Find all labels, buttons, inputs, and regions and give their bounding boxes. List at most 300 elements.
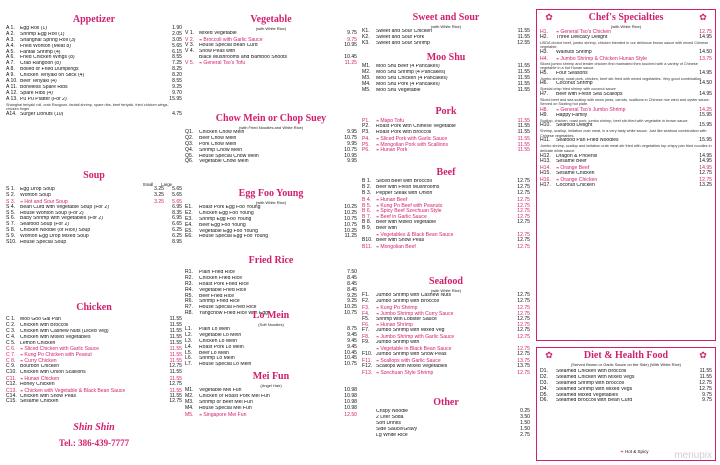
item-price: 10.75 (344, 134, 357, 141)
item-code: F1. (362, 292, 370, 298)
item-code: C 1. (6, 316, 16, 322)
item-name-text: Seafood Delight (556, 123, 593, 129)
item-name-text: Sweet and Sour Pork (376, 34, 425, 40)
item-name-text: Mongolian Beef (380, 243, 416, 250)
item-code: B 3. (362, 189, 372, 196)
item-name-text: Shrimp with Lobster Sauce (376, 316, 437, 322)
item-price: 11.55 (169, 316, 182, 322)
item-name-text: Baby Shrimp with Vegetables (For 2) (20, 216, 103, 222)
item-name-text: House Special Egg Foo Young (199, 234, 269, 240)
item-name-text: Pork Chow Mein (199, 141, 237, 147)
item-price: 11.55 (169, 375, 182, 382)
item-name-text: Chicken Chow Mein (199, 130, 245, 135)
item-name-text: Boiled or Fried Dumplings (20, 67, 79, 73)
item-price: 11.55 (699, 373, 712, 380)
pepper-icon: ❧ (376, 141, 380, 147)
item-code: D6. (540, 397, 548, 404)
item-code: S 6. (6, 215, 16, 222)
item-code: A 9. (6, 72, 15, 79)
item-name-text: Egg Roll (1) (20, 26, 47, 31)
vegetable-list (185, 31, 357, 66)
item-price: 12.75 (517, 232, 530, 239)
item-code: P5. (362, 141, 370, 148)
item-code: K2. (362, 33, 370, 40)
item-code: A 3. (6, 36, 15, 43)
item-price: 8.45 (347, 286, 357, 293)
item-price: 12.75 (517, 304, 530, 311)
item-name-text: Vegetable Fried Rice (199, 287, 247, 293)
item-code: B11. (362, 243, 373, 250)
menu-item[interactable] (362, 147, 530, 153)
item-code: A 2. (6, 30, 15, 37)
item-code: F11. (362, 357, 372, 364)
item-code: H2. (540, 33, 548, 40)
item-code: H13. (540, 158, 551, 165)
item-code: C 7. (6, 352, 16, 359)
pepper-icon: ❧ (376, 304, 380, 310)
item-price-large: 6.95 (172, 215, 182, 222)
pepper-icon: ❧ (376, 147, 380, 153)
item-name-text: Chicken with Vegetable & Black Bean Sauce (24, 387, 126, 394)
vegetable-section (185, 14, 357, 66)
menu-item[interactable] (540, 35, 712, 41)
item-name-text: House Special Lo Mein (199, 362, 252, 368)
menu-item[interactable] (6, 112, 182, 118)
item-name-text: Seafood Soup (For 2) (20, 222, 69, 228)
item-code: H5. (540, 69, 548, 76)
item-name-text: Beef in Garlic Sauce (380, 214, 427, 221)
item-name-text: Jumbo Shrimp with Broccoli (376, 298, 439, 304)
item-name-text: Fried Wonton (Meat 8) (20, 43, 71, 49)
item-price: 10.75 (344, 310, 357, 317)
item-name-text: Vegetable Egg Foo Young (199, 228, 258, 234)
item-name-text: Curry Chicken (24, 358, 57, 365)
sweetsour-title: Sweet and Sour (412, 12, 480, 23)
menu-item[interactable] (6, 399, 182, 405)
item-name (376, 41, 515, 47)
item-name-text: Spare Ribs (4) (20, 90, 53, 96)
item-code: R1. (185, 269, 193, 275)
item-code: H10. (540, 122, 551, 129)
item-name-text: Snow Peas with (199, 48, 236, 54)
item-price: 3.05 (172, 36, 182, 43)
item-code: B 1. (362, 178, 372, 184)
chowmein-section (185, 113, 357, 165)
item-code: H15. (540, 170, 551, 177)
item-name-text: Soft Drinks (376, 420, 401, 426)
seafood-title: Seafood (429, 276, 463, 287)
item-name-text: House Special Mei Fun (199, 405, 252, 411)
item-name-text: Shrimp Egg Roll (1) (20, 31, 65, 37)
item-code: L5. (185, 349, 193, 356)
item-price: 11.55 (517, 141, 530, 148)
chef-title: Chef's Specialties (588, 12, 664, 23)
item-price: 9.25 (347, 298, 357, 305)
pepper-icon: ❧ (20, 358, 24, 364)
item-code: C10. (6, 369, 17, 376)
item-name (376, 433, 518, 439)
item-name-text: Moo Shu Vegetable (376, 87, 421, 93)
menu-item[interactable] (6, 240, 182, 246)
item-name-text: Steamed Mixed Vegetables (556, 392, 619, 398)
item-price: 9.25 (347, 292, 357, 299)
item-price: 11.55 (517, 147, 530, 154)
menu-item[interactable] (362, 41, 530, 47)
item-price: 12.75 (517, 334, 530, 341)
appetizer-title: Appetizer (72, 14, 116, 25)
item-name-text: Roast Pork with Chinese Vegetable (376, 123, 456, 129)
item-name-text: House Special Fried Rice (199, 305, 257, 311)
item-code: C 2. (6, 321, 16, 328)
menu-item[interactable] (362, 433, 530, 439)
pepper-icon: ❧ (199, 411, 203, 417)
seafood-section (362, 276, 530, 375)
item-name-text: Scallops with Mixed Vegetables (376, 363, 448, 369)
menu-item[interactable] (185, 234, 357, 240)
other-title: Other (433, 397, 459, 408)
item-code: A 12. (6, 89, 18, 96)
item-code: L1. (185, 326, 193, 332)
soup-title: Soup (83, 170, 105, 181)
item-price: 11.25 (344, 233, 357, 240)
diet-title: Diet & Health Food (583, 350, 669, 361)
item-code: L3. (185, 337, 193, 344)
item-code: B 6. (362, 208, 372, 215)
item-price: 10.25 (344, 209, 357, 216)
item-code: D4. (540, 385, 548, 392)
sweetsour-list (362, 29, 530, 47)
menu-item[interactable] (185, 362, 357, 368)
item-name-text: Black Mushrooms and Bamboo Shoots (199, 54, 288, 60)
lomein-note: (Soft Noodles) (258, 322, 284, 327)
menu-item[interactable] (185, 60, 357, 66)
restaurant-phone[interactable]: Tel.: 386-439-7777 (58, 438, 130, 448)
menu-item[interactable] (185, 412, 357, 418)
item-code: H12. (540, 152, 551, 159)
meifun-title: Mei Fun (252, 371, 290, 382)
item-price: 12.75 (169, 363, 182, 370)
item-price: 11.25 (344, 60, 357, 67)
platter-description: Shanghai teriyaki roll, crab Rangoon, fantail shrimp, spare ribs, beef teriyaki, fried chicken wings, chicken finger (6, 102, 169, 112)
item-price: 12.75 (699, 379, 712, 386)
item-name-text: Vegetable in Black Bean Sauce (380, 346, 452, 353)
menu-item[interactable] (540, 113, 712, 119)
item-code: H3. (540, 48, 548, 55)
item-code: A 11. (6, 83, 18, 90)
item-price: 11.55 (517, 68, 530, 75)
item-price: 14.95 (699, 158, 712, 165)
item-code: S 3. (6, 198, 16, 205)
item-name-text: Side Sauce/Gravy (376, 426, 418, 432)
item-price: 12.75 (699, 177, 712, 184)
item-name (376, 370, 515, 377)
item-price: 10.25 (344, 227, 357, 234)
item-price: 11.55 (169, 352, 182, 359)
pepper-icon: ❧ (376, 346, 380, 352)
item-name-text: Chicken Noodle (or Rice) Soup (20, 228, 91, 234)
item-code: C 3. (6, 327, 16, 334)
item-price: 11.55 (169, 358, 182, 365)
item-name-text: Steamed Chicken with Broccoli (556, 369, 627, 374)
item-price: 11.55 (169, 369, 182, 376)
meifun-list (185, 388, 357, 417)
item-name-text: Happy Family (556, 112, 588, 118)
item-code: A 10. (6, 78, 18, 85)
item-name-text: General Tso's Chicken (560, 29, 612, 35)
menu-item[interactable] (540, 398, 712, 404)
item-description: Jumbo shrimp, scallop and imitation crab meat stir fried with vegetables top crispy pan fried noodles in delicate white sauce. (540, 144, 712, 153)
item-code: R2. (185, 274, 193, 281)
item-name-text: Chicken Lo Mein (199, 338, 237, 344)
item-price: 11.55 (169, 339, 182, 346)
pepper-icon: ❧ (376, 202, 380, 208)
item-price: 12.75 (517, 322, 530, 329)
meifun-section (185, 371, 357, 417)
item-code: C15. (6, 398, 17, 405)
item-code: S 1. (6, 186, 16, 192)
item-code: C14. (6, 392, 17, 399)
item-price: 12.75 (517, 236, 530, 243)
item-name-text: Vegetable Mei Fun (199, 388, 242, 393)
item-price: 1.90 (172, 25, 182, 31)
item-code: F4. (362, 310, 370, 317)
item-name-text: Fantail Shrimp (4) (20, 49, 61, 55)
item-price: 12.55 (517, 39, 530, 46)
item-code: P1. (362, 118, 370, 124)
item-name-text: Shanghai Spring Roll (3) (20, 37, 76, 43)
item-code: E3. (185, 215, 193, 222)
item-code: Q4. (185, 146, 194, 153)
menu-item[interactable] (362, 244, 530, 250)
item-price: 12.75 (517, 183, 530, 190)
eggfoo-section (185, 188, 357, 240)
friedrice-title: Fried Rice (248, 255, 294, 266)
lomein-section (185, 310, 357, 368)
item-price: 14.50 (699, 80, 712, 87)
lomein-list (185, 327, 357, 368)
item-code: Q1. (185, 129, 194, 135)
item-code: R8. (185, 310, 193, 317)
item-code: S 4. (6, 203, 16, 210)
chef-section (540, 12, 712, 189)
beef-title: Beef (436, 167, 456, 178)
pepper-icon: ❧ (556, 165, 560, 171)
item-price-large: 6.65 (172, 221, 182, 228)
menu-item[interactable] (362, 370, 530, 376)
item-code: V 4. (185, 47, 195, 54)
pepper-icon: ❧ (376, 322, 380, 328)
menu-item[interactable] (6, 97, 182, 103)
pork-section (362, 106, 530, 153)
item-name-text: Moo Goo Gai Pan (20, 317, 61, 322)
item-price: 14.95 (699, 33, 712, 40)
chicken-title: Chicken (76, 302, 112, 313)
mooshu-list (362, 64, 530, 93)
item-price: 10.45 (344, 349, 357, 356)
item-name-text: Moo Shu Beef (4 Pancakes) (376, 64, 440, 69)
item-code: A 5. (6, 48, 15, 55)
item-name-text: Sliced Pork with Garlic Sauce (380, 135, 448, 142)
item-code: H14. (540, 165, 551, 172)
item-name-text: Chicken or Roast Pork Mei Fun (199, 393, 270, 399)
item-name-text: Shrimp Chow Mein (199, 147, 243, 153)
chicken-list (6, 317, 182, 405)
item-code: F8. (362, 334, 370, 341)
item-code: H9. (540, 111, 548, 118)
eggfoo-note: (with White Rice) (255, 200, 287, 205)
item-code: S 5. (6, 209, 16, 216)
item-code: B 5. (362, 202, 372, 209)
item-name-text: Jumbo Shrimp with Cashew Nuts (376, 293, 452, 298)
item-code: Q3. (185, 140, 194, 147)
item-name-text: Chicken with Snow Peas (20, 393, 77, 399)
item-price: 12.75 (517, 310, 530, 317)
item-name (20, 97, 167, 103)
item-name-text: Chicken Egg Foo Young (199, 210, 254, 216)
item-price: 12.50 (344, 411, 357, 418)
item-name-text: Coconut Chicken (556, 182, 595, 188)
item-price: 1.50 (520, 425, 530, 432)
item-code: H11. (540, 137, 551, 144)
item-price: 12.75 (169, 380, 182, 387)
item-code: Q5. (185, 152, 194, 159)
eggfoo-title: Egg Foo Young (238, 188, 304, 199)
item-price: 15.95 (699, 111, 712, 118)
other-list (362, 409, 530, 438)
item-price: 12.75 (517, 369, 530, 376)
item-code: F6. (362, 322, 370, 329)
item-name (376, 244, 515, 251)
item-price: 11.55 (169, 387, 182, 394)
menu-item[interactable] (540, 183, 712, 189)
item-price-large: 5.65 (172, 186, 182, 192)
chicken-section (6, 302, 182, 405)
item-price: 10.25 (344, 204, 357, 210)
item-code: E5. (185, 227, 193, 234)
pepper-icon: ❧ (556, 106, 560, 112)
item-price: 8.75 (347, 326, 357, 332)
item-code: A 6. (6, 54, 15, 61)
item-price: 11.55 (517, 128, 530, 135)
item-name-text: Mapo Tofu (380, 118, 405, 124)
item-name-text: Chicken with Broccoli (20, 322, 69, 328)
item-name-text: Kung Po Beef with Peanuts (380, 202, 443, 209)
item-price: 13.75 (517, 362, 530, 369)
menu-item[interactable] (362, 88, 530, 94)
item-price: 9.75 (347, 30, 357, 36)
menu-item[interactable] (540, 71, 712, 77)
appetizer-section (6, 14, 182, 118)
pepper-icon: ❧ (376, 232, 380, 238)
item-name-text: Chicken with Mixed Vegetables (20, 334, 91, 340)
item-code: B 4. (362, 196, 372, 203)
item-code: D1. (540, 368, 548, 374)
item-code: S10. (6, 239, 17, 246)
item-code: V 5. (185, 60, 195, 67)
item-name (376, 88, 516, 94)
item-price: 1.50 (520, 419, 530, 426)
chowmein-list (185, 130, 357, 165)
item-name-text: House Special Soup (20, 240, 67, 246)
item-name-text: Jumbo Shrimp & Chicken Hunan Style (560, 55, 647, 62)
item-code: D3. (540, 379, 548, 386)
item-code: K1. (362, 28, 370, 34)
item-code: F5. (362, 315, 370, 322)
item-name-text: Szechuan Style Shrimp (380, 369, 434, 376)
item-price: 12.75 (517, 196, 530, 203)
item-name (556, 113, 697, 119)
menu-item[interactable] (540, 92, 712, 98)
menu-item[interactable] (540, 56, 712, 62)
item-code: V 2. (185, 36, 195, 43)
item-description: Special crisp fried shrimp with coconut sauce (540, 87, 616, 92)
other-section (362, 397, 530, 438)
pepper-icon: ❧ (376, 357, 380, 363)
item-name-text: Mixed Vegetable (199, 31, 237, 36)
pepper-icon: ❧ (20, 346, 24, 352)
item-price-large: 6.95 (172, 203, 182, 210)
item-code: B 7. (362, 214, 372, 221)
item-name (199, 362, 342, 368)
item-name-text: Beef Fried Rice (199, 293, 235, 299)
item-name-text: 2 Liter Soda (376, 414, 404, 420)
item-price: 9.75 (347, 36, 357, 43)
item-code: R7. (185, 304, 193, 311)
item-price: 9.45 (347, 337, 357, 344)
item-name (20, 399, 167, 405)
item-name-text: Roast Pork Egg Foo Young (199, 205, 261, 210)
pepper-icon: ❧ (199, 60, 203, 66)
item-price: 0.25 (520, 408, 530, 414)
item-name-text: Scallops with Garlic Sauce (380, 357, 441, 364)
soup-section (6, 170, 182, 246)
eggfoo-list (185, 205, 357, 240)
item-code: S 8. (6, 227, 16, 234)
item-code: F7. (362, 327, 370, 334)
item-name-text: Shrimp Fried Rice (199, 299, 240, 305)
item-price: 12.75 (699, 29, 712, 35)
item-code: F13. (362, 369, 373, 376)
item-code: L6. (185, 355, 193, 362)
item-price: 11.55 (517, 86, 530, 93)
item-code: M2. (362, 68, 371, 75)
item-name (199, 60, 343, 67)
item-code: H17. (540, 181, 551, 188)
item-price: 9.25 (172, 83, 182, 90)
item-name-text: House Wonton Soup (For 2) (20, 210, 84, 216)
item-name (376, 147, 516, 154)
item-code: P4. (362, 135, 370, 142)
item-code: M5. (362, 86, 371, 93)
item-name-text: Mongolian Pork with Scallions (380, 141, 449, 148)
pepper-icon: ❧ (376, 118, 380, 123)
lomein-title: Lo Mein (252, 310, 290, 321)
item-price-large: 8.35 (172, 209, 182, 216)
item-price: 12.75 (517, 219, 530, 226)
item-code: E1. (185, 204, 193, 210)
item-price: 6.15 (172, 48, 182, 55)
item-name-text: Sliced Beef with Broccoli (376, 179, 432, 184)
item-code: F12. (362, 362, 373, 369)
restaurant-name: Shin Shin (73, 422, 115, 433)
item-name-text: Roast Pork Fried Rice (199, 281, 249, 287)
menu-item[interactable] (185, 159, 357, 165)
item-price: 11.55 (517, 33, 530, 40)
item-name-text: Bean Curd with Vegetable Soup (For 2) (20, 204, 109, 210)
item-name-text: Walnuts Shrimp (556, 49, 592, 55)
item-code: C 6. (6, 346, 16, 353)
item-name-text: Jumbo Shrimp with Mixed Veg (376, 328, 445, 334)
